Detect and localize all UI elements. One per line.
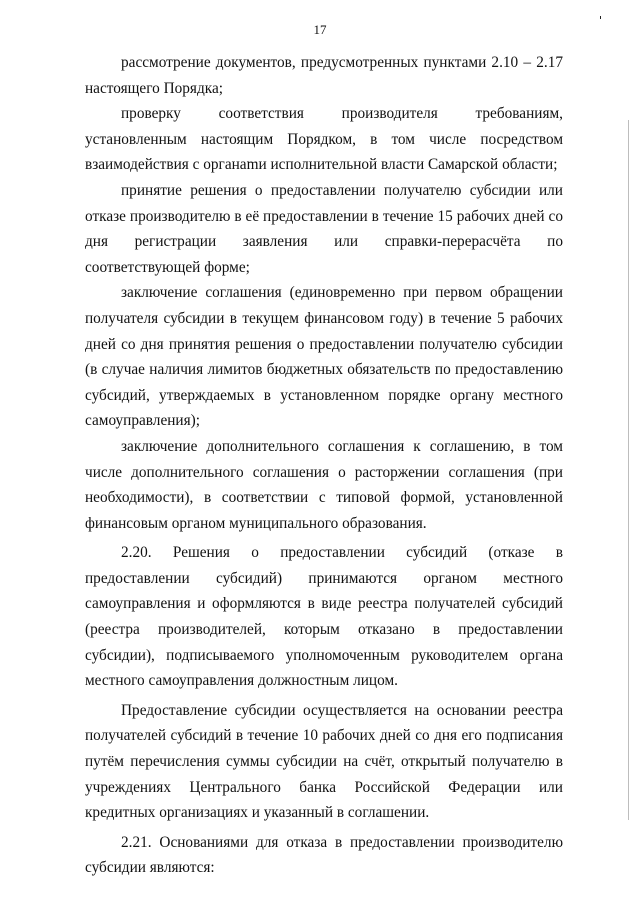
paragraph-review-documents: рассмотрение документов, предусмотренных пунктами 2.10 – 2.17 настоящего Порядка; <box>85 54 563 97</box>
paragraph-2-20: 2.20. Решения о предоставлении субсидий (отказе в предоставлении субсидий) принимаются органом местного самоуправления и оформляются в виде реестра получателей субсидий (реестра производителей, которым отказано в предоставлении субсидии), подписываемого уполномоченным руководителем органа местного самоуправления должностным лицом. <box>85 544 563 690</box>
paragraph-subsidy-provision: Предоставление субсидии осуществляется на основании реестра получателей субсидий в течение 10 рабочих дней со дня его подписания путём перечисления суммы субсидии на счёт, открытый получателю в учреждениях Центрального банка Российской Федерации или кредитных организациях и указанный в соглашении. <box>85 701 563 822</box>
paragraph-2-21: 2.21. Основаниями для отказа в предоставлении производителю субсидии являются: <box>85 833 563 877</box>
paragraph-agreement: заключение соглашения (единовременно при первом обращении получателя субсидии в текущем финансовом году) в течение 5 рабочих дней со дня принятия решения о предоставлении получателю субсидии (в случае наличия лимитов бюджетных обязательств по предоставлению субсидий, утверждаемых в установленном порядке органу местного самоуправления); <box>85 284 563 430</box>
paragraph-compliance-check: проверку соответствия производителя требованиям, установленным настоящим Порядком, в том числе посредством взаимодействия с органаmи исполнительной власти Самарской области; <box>85 105 563 174</box>
scan-mark <box>600 16 601 19</box>
scan-edge-line <box>628 120 629 820</box>
paragraph-additional-agreement: заключение дополнительного соглашения к соглашению, в том числе дополнительного соглашения о расторжении соглашения (при необходимости), в соответствии с типовой формой, установленной финансовым органом муниципального образования. <box>85 437 563 532</box>
page-number: 17 <box>313 22 327 37</box>
document-body <box>85 50 563 881</box>
paragraph-decision: принятие решения о предоставлении получателю субсидии или отказе производителю в её предоставлении в течение 15 рабочих дней со дня регистрации заявления или справки-перерасчёта по соответствующей форме; <box>85 181 563 276</box>
